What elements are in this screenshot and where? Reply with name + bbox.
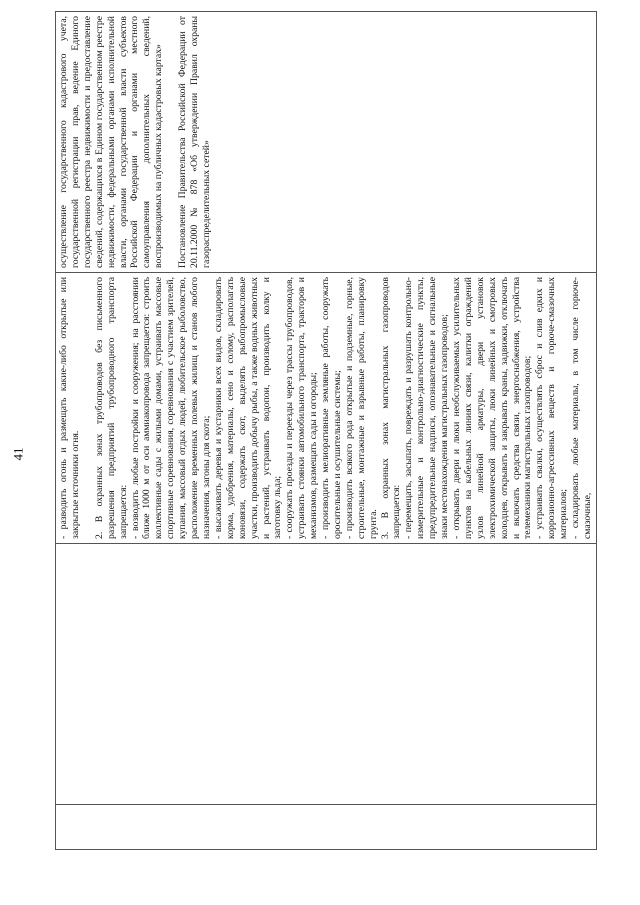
cell-number <box>56 805 597 850</box>
restriction-text: - открывать двери и люки необслуживаемых усилительных пунктов на кабельных линиях связи, калитки ограждений узлов линейной арматуры, двери установок электрохимической защиты, люки линейных и смотровых колодцев, открывать и закрывать краны, задвижки, отключать и включать средства связи, энергоснабжения, устройства телемеханики магистральных газопроводов; <box>451 277 534 539</box>
spacer <box>165 16 177 268</box>
page-number: 41 <box>10 447 26 461</box>
cell-restrictions <box>56 273 597 544</box>
restriction-text: 2. В охранных зонах трубопроводов без письменного разрешения предприятий трубопроводного транспорта запрещается: <box>93 277 129 539</box>
restriction-text: - складировать любые материалы, в том числе горюче-смазочные, <box>570 277 593 539</box>
spacer <box>82 277 94 539</box>
table-row <box>56 12 597 850</box>
restriction-text: - разводить огонь и размещать какие-либо открытые или закрытые источники огня. <box>58 277 81 539</box>
cell-object <box>56 544 597 805</box>
restriction-text: - сооружать проезды и переезды через трассы трубопроводов, устраивать стоянки автомобильного транспорта, тракторов и механизмов, размещать сады и огороды; <box>284 277 320 539</box>
restriction-text: - возводить любые постройки и сооружения; на расстоянии ближе 1000 м от оси аммиакопровода запрещается: строить коллективные сады с жилыми домами, устраивать массовые спортивные соревнования, соревнования с участием зрителей, купания, массовый отдых людей, любительское рыболовство, расположение временных полевых жилищ и станов любого назначения, загоны для скота; <box>129 277 212 539</box>
restriction-text: 3. В охранных зонах магистральных газопроводов запрещается: <box>379 277 403 539</box>
rotated-sheet <box>55 16 593 850</box>
restriction-text: - устраивать свалки, осуществлять сброс и слив едких и коррозионно-агрессивных веществ и горюче-смазочных материалов; <box>534 277 570 539</box>
legal-basis-text: Постановление Правительства Российской Федерации от 20.11.2000 № 878 «Об утверждении Правил охраны газораспределительных сетей» <box>177 16 212 268</box>
table-rotation-frame <box>55 16 593 850</box>
cell-legal-basis <box>56 12 597 273</box>
restriction-text: - высаживать деревья и кустарники всех видов, складировать корма, удобрения, материалы, сено и солому, располагать коновязи, содержать скот, выделять рыбопромысловые участки, производить добычу рыбы, а также водных животных и растений, устраивать водопои, производить колку и заготовку льда; <box>212 277 284 539</box>
restriction-text: - перемещать, засыпать, повреждать и разрушать контрольно-измерительные и контрольно-диагностические пункты, предупредительные надписи, опознавательные и сигнальные знаки местонахождения магистральных газопроводов; <box>403 277 451 539</box>
restriction-text: - производить мелиоративные земляные работы, сооружать оросительные и осушительные системы; <box>320 277 343 539</box>
restriction-text: - производить всякого рода открытые и подземные, горные, строительные, монтажные и взрывные работы, планировку грунта. <box>343 277 379 539</box>
regulation-table <box>55 11 597 850</box>
legal-basis-text: осуществление государственного кадастрового учета, государственной регистрации прав, ведение Единого государственного реестра недвижимости и предоставление сведений, содержащихся в Едином государственном реестре недвижимости, федеральными органами исполнительной власти, органами государственной власти субъектов Российской Федерации и органами местного самоуправления дополнительных сведений, воспроизводимых на публичных кадастровых картах» <box>58 16 165 268</box>
